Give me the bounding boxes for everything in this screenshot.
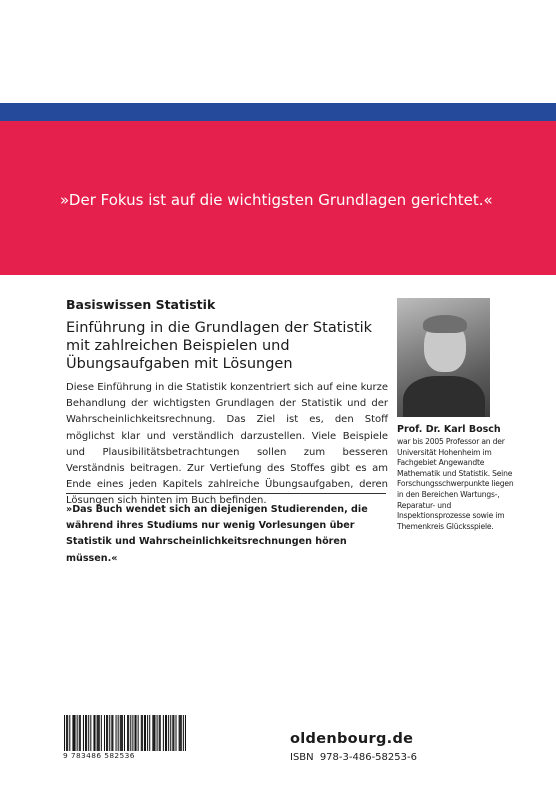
barcode-bar [141,715,142,751]
barcode-number: 9 783486 582536 [63,751,135,760]
blue-stripe [0,103,556,121]
barcode-bar [109,715,110,751]
barcode-bar [72,715,73,751]
barcode-bar [64,715,65,751]
barcode-bar [90,715,91,751]
barcode-bar [160,715,161,751]
barcode-bar [67,715,68,751]
barcode-bar [154,715,155,751]
barcode-bar [120,715,121,751]
barcode-bar [106,715,107,751]
audience-quote: »Das Buch wendet sich an diejenigen Studierenden, die während ihres Studiums nur wenig Vorlesungen über Statistik und Wahrscheinlichkeitsrechnungen hören müssen.« [66,504,368,564]
barcode-bar [142,715,143,751]
barcode-bar [144,715,145,751]
barcode-bar [163,715,164,751]
barcode-bar [116,715,117,751]
barcode-bar [134,715,135,751]
barcode-bar [118,715,119,751]
isbn: ISBN 978-3-486-58253-6 [290,752,417,763]
barcode-bar [86,715,87,751]
section-divider [66,493,386,494]
barcode-bar [75,715,76,751]
barcode-bar [69,715,70,751]
publisher-url: oldenbourg.de [290,731,414,747]
barcode-bar [112,715,113,751]
barcode-bar [101,715,102,751]
barcode-bar [147,715,148,751]
barcode-bar [124,715,125,751]
barcode-bar [173,715,174,751]
barcode-bar [83,715,84,751]
barcode-bar [179,715,180,751]
barcode-bar [99,715,100,751]
top-margin [0,0,556,103]
barcode-bar [138,715,139,751]
barcode-bar [132,715,133,751]
barcode-bar [153,715,154,751]
barcode-bar [145,715,146,751]
author-photo [397,298,490,417]
barcode-bar [168,715,169,751]
barcode-bar [80,715,81,751]
barcode-bar [98,715,99,751]
barcode-bar [66,715,67,751]
author-bio: war bis 2005 Professor an der Universität Hohenheim im Fachgebiet Angewandte Mathematik und Statistik. Seine Forschungsschwerpunkte liegen in den Bereichen Wartungs-, Reparatur- und Inspektionsprozesse sowie im Themenkreis Glücksspiele. [397,437,514,531]
author-name: Prof. Dr. Karl Bosch [397,424,501,435]
author-photo-shoulders [403,376,485,417]
barcode-bar [73,715,74,751]
barcode [64,715,186,751]
barcode-bar [122,715,123,751]
barcode-bar [180,715,181,751]
barcode-bar [170,715,171,751]
barcode-bar [85,715,86,751]
barcode-bar [130,715,131,751]
barcode-bar [172,715,173,751]
barcode-bar [93,715,94,751]
barcode-bar [121,715,122,751]
author-photo-hair [423,315,467,333]
book-description: Diese Einführung in die Statistik konzentriert sich auf eine kurze Behandlung der wichtigsten Grundlagen der Statistik und der Wahrscheinlichkeitsrechnung. Das Ziel ist es, den Stoff möglichst klar und verständlich darzustellen. Viele Beispiele und Plausibilitätsbetrachtungen sollen zum besseren Verständnis beitragen. Zur Vertiefung des Stoffes gibt es am Ende eines jeden Kapitels zahlreiche Übungsaufgaben, deren Lösungen sich hinten im Buch befinden. [66,382,388,507]
barcode-bar [95,715,96,751]
barcode-bar [107,715,108,751]
barcode-bar [159,715,160,751]
barcode-bar [79,715,80,751]
barcode-bar [181,715,182,751]
barcode-bar [183,715,184,751]
barcode-bar [149,715,150,751]
barcode-bar [166,715,167,751]
barcode-bar [157,715,158,751]
barcode-bar [128,715,129,751]
barcode-bar [127,715,128,751]
book-title: Basiswissen Statistik [66,297,216,312]
barcode-bar [97,715,98,751]
barcode-bar [111,715,112,751]
barcode-bar [185,715,186,751]
barcode-bar [152,715,153,751]
barcode-bar [88,715,89,751]
barcode-bar [77,715,78,751]
banner-quote: »Der Fokus ist auf die wichtigsten Grundlagen gerichtet.« [60,191,493,209]
barcode-bar [165,715,166,751]
barcode-bar [104,715,105,751]
book-subtitle: Einführung in die Grundlagen der Statistik mit zahlreichen Beispielen und Übungsaufgaben mit Lösungen [66,320,373,372]
barcode-bar [175,715,176,751]
barcode-bar [136,715,137,751]
